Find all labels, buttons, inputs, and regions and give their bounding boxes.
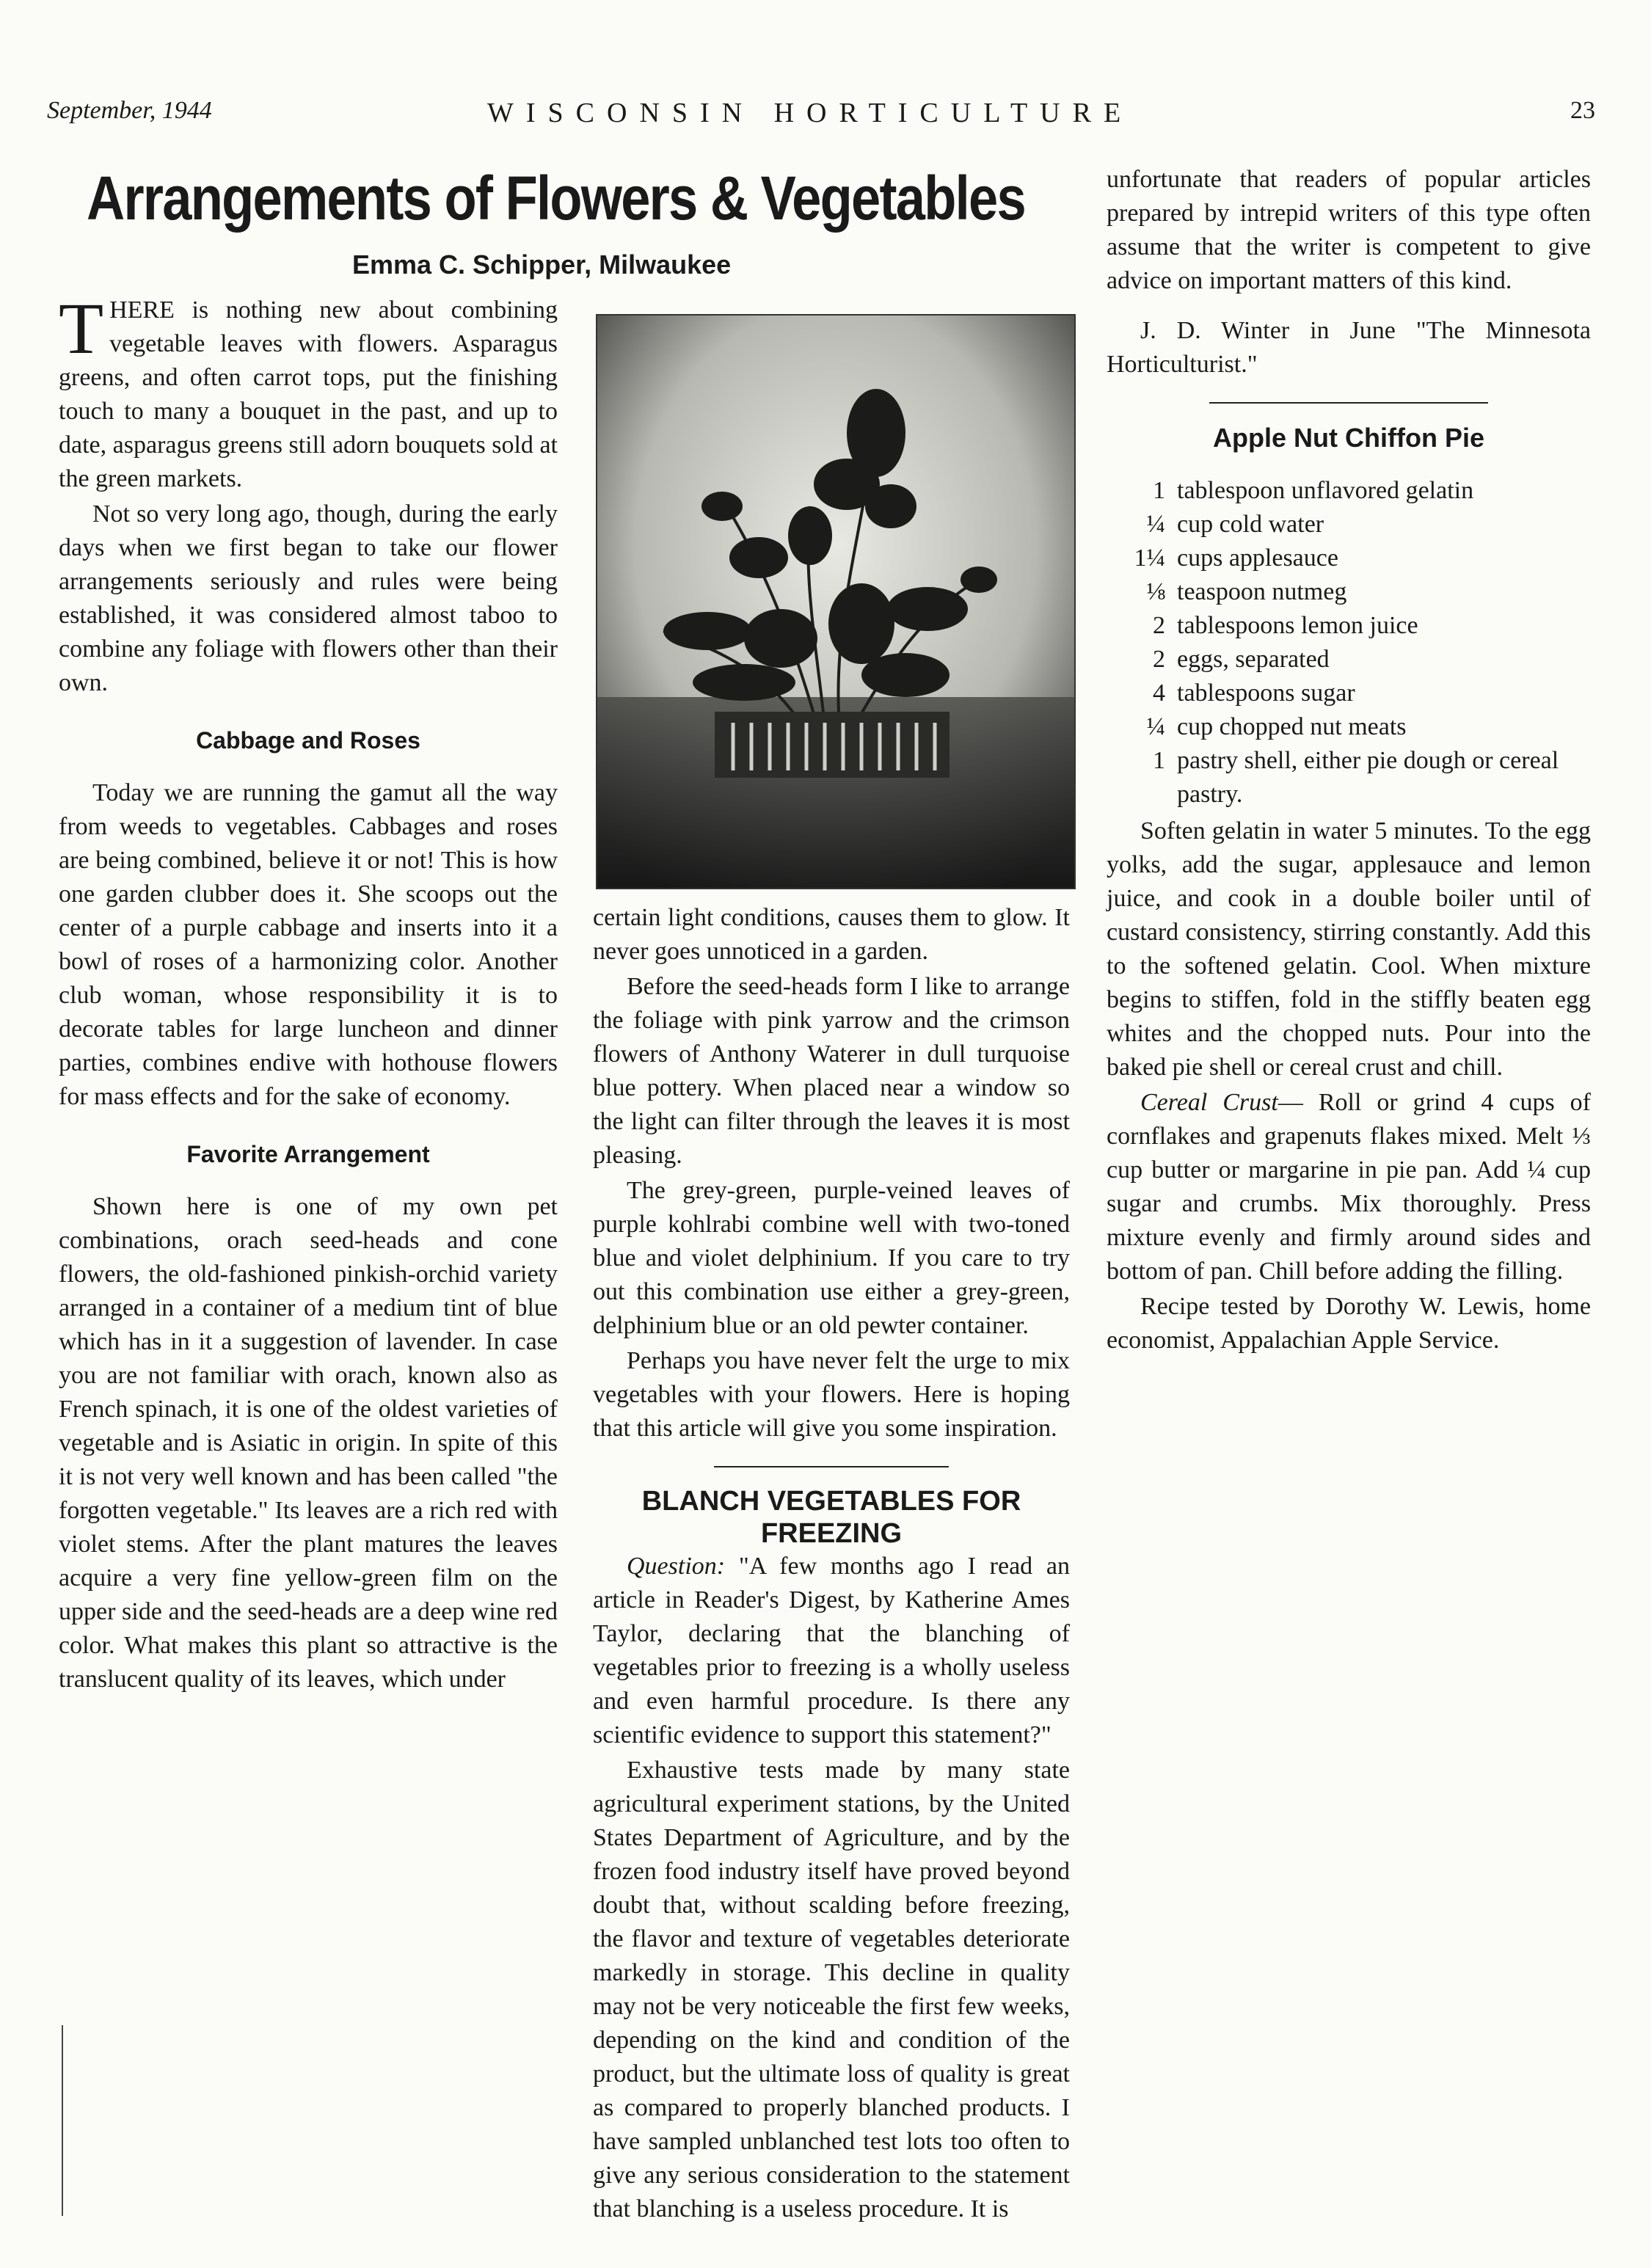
question-label: Question: bbox=[627, 1553, 726, 1580]
column-rule bbox=[62, 2025, 63, 2216]
ingredient: ⅛ teaspoon nutmeg bbox=[1146, 578, 1347, 605]
ingredient: ¼ cup cold water bbox=[1146, 511, 1324, 538]
article-title: Arrangements of Flowers & Vegetables bbox=[87, 164, 1025, 233]
article-paragraph: Today we are running the gamut all the way from weeds to vegetables. Cabbages and roses are being combined, believe it or not! This is how one garden clubber does it. She scoops out the center of a purple cabbage and inserts into it a bowl of roses of a harmonizing color. Another club woman, whose responsibility it is to decorate tables for large luncheon and dinner parties, combines endive with hothouse flowers for mass effects and for the sake of economy. bbox=[59, 779, 558, 1110]
question-paragraph: Question: "A few months ago I read an article in Reader's Digest, by Katherine Ames Taylor, declaring that the blanching of vegetables prior to freezing is a wholly useless and even harmful procedure. Is there any scientific evidence to support this statement?" bbox=[593, 1553, 1070, 1749]
blanch-headline: BLANCH VEGETABLES FOR FREEZING bbox=[641, 1486, 1021, 1549]
column-right-lower bbox=[1107, 314, 1591, 1359]
column-right-upper bbox=[1107, 163, 1591, 299]
column-middle bbox=[593, 901, 1070, 2228]
subheading-cabbage-roses: Cabbage and Roses bbox=[196, 727, 420, 754]
running-header bbox=[47, 97, 1595, 141]
flower-arrangement-photo bbox=[596, 314, 1076, 889]
recipe-title: Apple Nut Chiffon Pie bbox=[1213, 423, 1484, 453]
subheading-favorite-arrangement: Favorite Arrangement bbox=[186, 1141, 430, 1167]
ingredient: 2 tablespoons lemon juice bbox=[1153, 612, 1418, 639]
section-divider bbox=[1209, 402, 1488, 404]
article-paragraph: Not so very long ago, though, during the early days when we first began to take our flower arrangements seriously and rules were being established, it was considered almost taboo to combine any foliage with flowers other than their own. bbox=[59, 500, 558, 696]
magazine-title: WISCONSIN HORTICULTURE bbox=[487, 98, 1134, 128]
crust-paragraph: Cereal Crust— Roll or grind 4 cups of cornflakes and grapenuts flakes mixed. Melt ⅓ cup butter or margarine in pie pan. Add ¼ cup sugar and crumbs. Mix thoroughly. Press mixture evenly and firmly around sides and bottom of pan. Chill before adding the filling. bbox=[1107, 1089, 1591, 1285]
answer-continuation: unfortunate that readers of popular articles prepared by intrepid writers of this type often assume that the writer is competent to give advice on important matters of this kind. bbox=[1107, 166, 1591, 294]
section-divider bbox=[714, 1466, 949, 1467]
article-byline: Emma C. Schipper, Milwaukee bbox=[352, 249, 732, 280]
column-left bbox=[59, 288, 558, 1698]
article-paragraph: THERE is nothing new about combining vegetable leaves with flowers. Asparagus greens, and often carrot tops, put the finishing touch to many a bouquet in the past, and up to date, asparagus greens still adorn bouquets sold at the green markets. bbox=[59, 288, 558, 492]
source-credit: J. D. Winter in June "The Minnesota Horticulturist." bbox=[1107, 317, 1591, 378]
ingredient: 1 tablespoon unflavored gelatin bbox=[1153, 477, 1474, 504]
article-paragraph: certain light conditions, causes them to glow. It never goes unnoticed in a garden. bbox=[593, 904, 1070, 965]
drop-cap: T bbox=[59, 288, 104, 369]
article-paragraph: Perhaps you have never felt the urge to mix vegetables with your flowers. Here is hoping that this article will give you some inspiration. bbox=[593, 1347, 1070, 1442]
ingredient: 2 eggs, separated bbox=[1153, 646, 1330, 673]
crust-label: Cereal Crust bbox=[1140, 1089, 1278, 1116]
article-paragraph: The grey-green, purple-veined leaves of purple kohlrabi combine well with two-toned blue and violet delphinium. If you care to try out this combination use either a grey-green, delphinium blue or an old pewter container. bbox=[593, 1177, 1070, 1339]
ingredient: 1 pastry shell, either pie dough or cereal pastry. bbox=[1153, 747, 1559, 808]
arrangement-illustration bbox=[597, 316, 1074, 888]
ingredient-list bbox=[1107, 474, 1591, 812]
ingredient: ¼ cup chopped nut meats bbox=[1146, 713, 1407, 740]
issue-date: September, 1944 bbox=[47, 97, 212, 124]
recipe-credit: Recipe tested by Dorothy W. Lewis, home economist, Appalachian Apple Service. bbox=[1107, 1293, 1591, 1354]
article-paragraph: Shown here is one of my own pet combinations, orach seed-heads and cone flowers, the old-fashioned pinkish-orchid variety arranged in a container of a medium tint of blue which has in it a suggestion of lavender. In case you are not familiar with orach, known also as French spinach, it is one of the oldest varieties of vegetable and is Asiatic in origin. In spite of this it is not very well known and has been called "the forgotten vegetable." Its leaves are a rich red with violet stems. After the plant matures the leaves acquire a very fine yellow-green film on the upper side and the seed-heads are a deep wine red color. What makes this plant so attractive is the translucent quality of its leaves, which under bbox=[59, 1193, 558, 1693]
ingredient: 4 tablespoons sugar bbox=[1153, 679, 1355, 707]
article-paragraph: Before the seed-heads form I like to arrange the foliage with pink yarrow and the crimson flowers of Anthony Waterer in dull turquoise blue pottery. When placed near a window so the light can filter through the leaves it is most pleasing. bbox=[593, 973, 1070, 1169]
page-number: 23 bbox=[1570, 97, 1595, 124]
ingredient: 1¼ cups applesauce bbox=[1134, 544, 1338, 572]
recipe-directions: Soften gelatin in water 5 minutes. To the egg yolks, add the sugar, applesauce and lemon juice, and cook in a double boiler until of custard consistency, stirring constantly. Add this to the softened gelatin. Cool. When mixture begins to stiffen, fold in the stiffly beaten egg whites and the chopped nuts. Pour into the baked pie shell or cereal crust and chill. bbox=[1107, 817, 1591, 1081]
answer-paragraph: Exhaustive tests made by many state agricultural experiment stations, by the United States Department of Agriculture, and by the frozen food industry itself have proved beyond doubt that, without scalding before freezing, the flavor and texture of vegetables deteriorate markedly in storage. This decline in quality may not be very noticeable the first few weeks, depending on the kind and condition of the product, but the ultimate loss of quality is great as compared to properly blanched products. I have sampled unblanched test lots too often to give any serious consideration to the statement that blanching is a useless procedure. It is bbox=[593, 1757, 1070, 2223]
